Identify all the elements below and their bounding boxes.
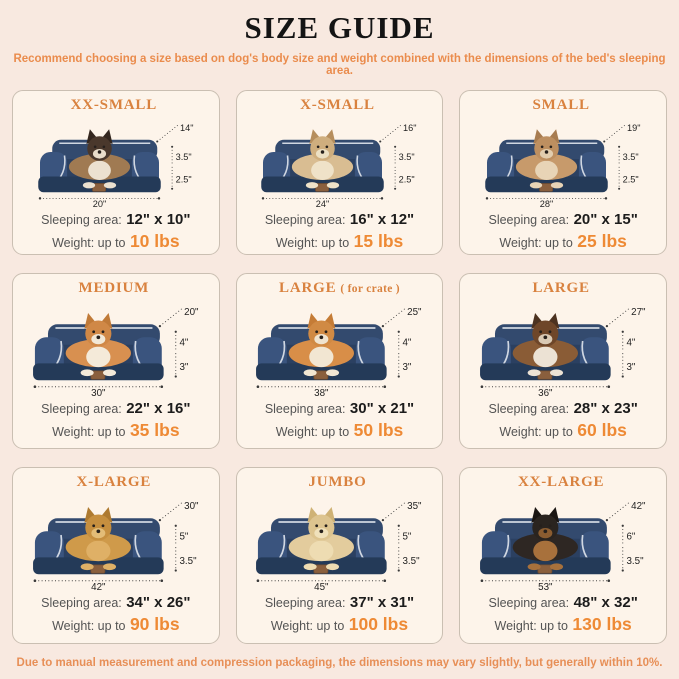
weight-label: Weight: up to xyxy=(275,425,350,439)
weight-line xyxy=(276,230,404,254)
dimension-label-upper: 3.5" xyxy=(622,151,639,162)
sleeping-area-label: Sleeping area: xyxy=(264,213,346,227)
sleeping-area-label: Sleeping area: xyxy=(264,596,346,610)
size-card-title xyxy=(76,472,155,493)
size-name: X-LARGE xyxy=(76,474,152,490)
dimension-label-upper: 5" xyxy=(402,531,412,543)
dimension-label-upper: 4" xyxy=(179,337,189,349)
size-card xyxy=(12,467,220,644)
dimension-label-lower: 3" xyxy=(402,361,412,373)
sleeping-area-value: 48" x 32" xyxy=(573,594,638,611)
sleeping-area-value: 20" x 15" xyxy=(573,211,638,228)
weight-label: Weight: up to xyxy=(499,425,573,439)
sleeping-area-line xyxy=(41,210,190,230)
size-card xyxy=(236,90,444,255)
size-card-title xyxy=(79,278,154,299)
sleeping-area-line xyxy=(265,210,414,230)
page-title: SIZE GUIDE xyxy=(244,10,435,45)
weight-value: 35 lbs xyxy=(129,420,180,440)
size-name-suffix: ( for crate ) xyxy=(340,283,400,295)
dog-bed-illustration xyxy=(467,300,659,397)
dog-bed-illustration xyxy=(243,300,435,397)
sleeping-area-value: 34" x 26" xyxy=(126,594,191,611)
dimension-label-upper: 3.5" xyxy=(398,151,415,162)
size-card xyxy=(236,467,444,644)
weight-label: Weight: up to xyxy=(494,619,568,633)
sleeping-area-line xyxy=(41,399,190,419)
dog-bed-illustration xyxy=(20,300,212,397)
size-name: SMALL xyxy=(532,97,590,113)
size-grid xyxy=(12,90,667,644)
weight-value: 90 lbs xyxy=(129,614,180,634)
sleeping-area-label: Sleeping area: xyxy=(41,596,122,610)
sleeping-area-line xyxy=(488,399,637,419)
size-card-title xyxy=(532,95,593,116)
dimension-label-width: 28" xyxy=(539,199,554,208)
weight-value: 10 lbs xyxy=(129,231,180,251)
weight-label: Weight: up to xyxy=(270,619,345,633)
dimension-label-lower: 3.5" xyxy=(626,555,644,567)
weight-value: 50 lbs xyxy=(353,420,404,440)
sleeping-area-label: Sleeping area: xyxy=(41,402,122,416)
size-card-title xyxy=(532,278,593,299)
sleeping-area-line xyxy=(41,593,190,613)
dimension-label-diagonal: 35" xyxy=(407,500,422,512)
dimension-label-width: 45" xyxy=(314,582,329,591)
dimension-label-width: 20" xyxy=(92,199,106,208)
dimension-label-lower: 3" xyxy=(626,361,636,373)
size-card xyxy=(12,273,220,449)
weight-label: Weight: up to xyxy=(52,425,126,439)
sleeping-area-label: Sleeping area: xyxy=(488,596,570,610)
weight-line xyxy=(495,613,632,637)
size-card xyxy=(459,467,667,644)
weight-line xyxy=(52,613,180,637)
sleeping-area-line xyxy=(265,399,414,419)
page-subtitle: Recommend choosing a size based on dog's body size and weight combined with the dimensions of the bed's sleeping area. xyxy=(13,53,666,77)
dog-bed-illustration xyxy=(20,494,212,591)
dimension-label-lower: 2.5" xyxy=(622,174,639,185)
sleeping-area-line xyxy=(265,593,414,613)
dimension-label-width: 24" xyxy=(316,199,330,208)
dog-bed-illustration xyxy=(249,117,429,208)
sleeping-area-line xyxy=(488,593,637,613)
dimension-label-lower: 2.5" xyxy=(175,174,192,185)
weight-label: Weight: up to xyxy=(275,236,350,250)
weight-label: Weight: up to xyxy=(499,236,573,250)
dimension-label-diagonal: 25" xyxy=(407,306,422,318)
dog-bed-illustration xyxy=(467,494,659,591)
weight-value: 25 lbs xyxy=(577,231,627,251)
size-card-title xyxy=(71,95,161,116)
sleeping-area-label: Sleeping area: xyxy=(41,213,122,227)
weight-line xyxy=(271,613,408,637)
dimension-label-lower: 3" xyxy=(179,361,189,373)
sleeping-area-value: 37" x 31" xyxy=(349,594,415,611)
weight-line xyxy=(52,419,180,443)
sleeping-area-label: Sleeping area: xyxy=(264,402,346,416)
sleeping-area-value: 12" x 10" xyxy=(126,211,191,228)
sleeping-area-label: Sleeping area: xyxy=(488,402,570,416)
dog-bed-illustration xyxy=(473,117,653,208)
sleeping-area-label: Sleeping area: xyxy=(488,213,570,227)
sleeping-area-value: 30" x 21" xyxy=(349,400,415,417)
dimension-label-diagonal: 16" xyxy=(403,123,417,133)
sleeping-area-value: 28" x 23" xyxy=(573,400,638,417)
dimension-label-diagonal: 27" xyxy=(631,306,646,318)
dimension-label-upper: 4" xyxy=(626,337,636,349)
dimension-label-upper: 4" xyxy=(402,337,412,349)
dimension-label-diagonal: 30" xyxy=(183,500,199,512)
size-card xyxy=(12,90,220,255)
dimension-label-lower: 2.5" xyxy=(398,174,415,185)
weight-label: Weight: up to xyxy=(52,619,126,633)
size-name: LARGE xyxy=(532,280,590,296)
size-name: JUMBO xyxy=(308,474,367,490)
sleeping-area-value: 22" x 16" xyxy=(126,400,191,417)
weight-line xyxy=(52,230,180,254)
dimension-label-upper: 6" xyxy=(626,531,636,543)
size-card xyxy=(459,273,667,449)
dimension-label-upper: 3.5" xyxy=(175,151,192,162)
size-card-title xyxy=(518,472,608,493)
weight-value: 100 lbs xyxy=(348,614,409,634)
weight-value: 130 lbs xyxy=(572,614,632,634)
dimension-label-width: 36" xyxy=(538,388,553,397)
dimension-label-diagonal: 42" xyxy=(631,500,646,512)
footer-note: Due to manual measurement and compression packaging, the dimensions may vary slightly, but generally within 10%. xyxy=(16,657,663,669)
dimension-label-diagonal: 19" xyxy=(627,123,641,133)
size-card-title xyxy=(300,95,379,116)
weight-line xyxy=(499,230,627,254)
dimension-label-lower: 3.5" xyxy=(179,555,197,567)
dimension-label-width: 38" xyxy=(314,388,329,397)
dimension-label-diagonal: 14" xyxy=(179,123,194,133)
size-card xyxy=(236,273,444,449)
size-name: X-SMALL xyxy=(300,97,375,113)
dog-bed-illustration xyxy=(26,117,206,208)
dimension-label-diagonal: 20" xyxy=(183,306,199,318)
dog-bed-illustration xyxy=(243,494,435,591)
weight-line xyxy=(499,419,627,443)
weight-value: 60 lbs xyxy=(577,420,627,440)
size-card-title xyxy=(308,472,370,493)
size-name: MEDIUM xyxy=(78,280,150,296)
sleeping-area-line xyxy=(488,210,637,230)
size-name: LARGE xyxy=(279,280,337,296)
size-name: XX-LARGE xyxy=(517,474,605,490)
weight-line xyxy=(276,419,404,443)
weight-value: 15 lbs xyxy=(353,231,404,251)
size-card xyxy=(459,90,667,255)
dimension-label-width: 30" xyxy=(90,388,106,397)
dimension-label-width: 53" xyxy=(538,582,553,591)
size-card-title xyxy=(279,278,400,299)
dimension-label-width: 42" xyxy=(90,582,106,591)
dimension-label-upper: 5" xyxy=(179,531,189,543)
dimension-label-lower: 3.5" xyxy=(402,555,420,567)
size-name: XX-SMALL xyxy=(70,97,158,113)
sleeping-area-value: 16" x 12" xyxy=(349,211,415,228)
weight-label: Weight: up to xyxy=(52,236,126,250)
